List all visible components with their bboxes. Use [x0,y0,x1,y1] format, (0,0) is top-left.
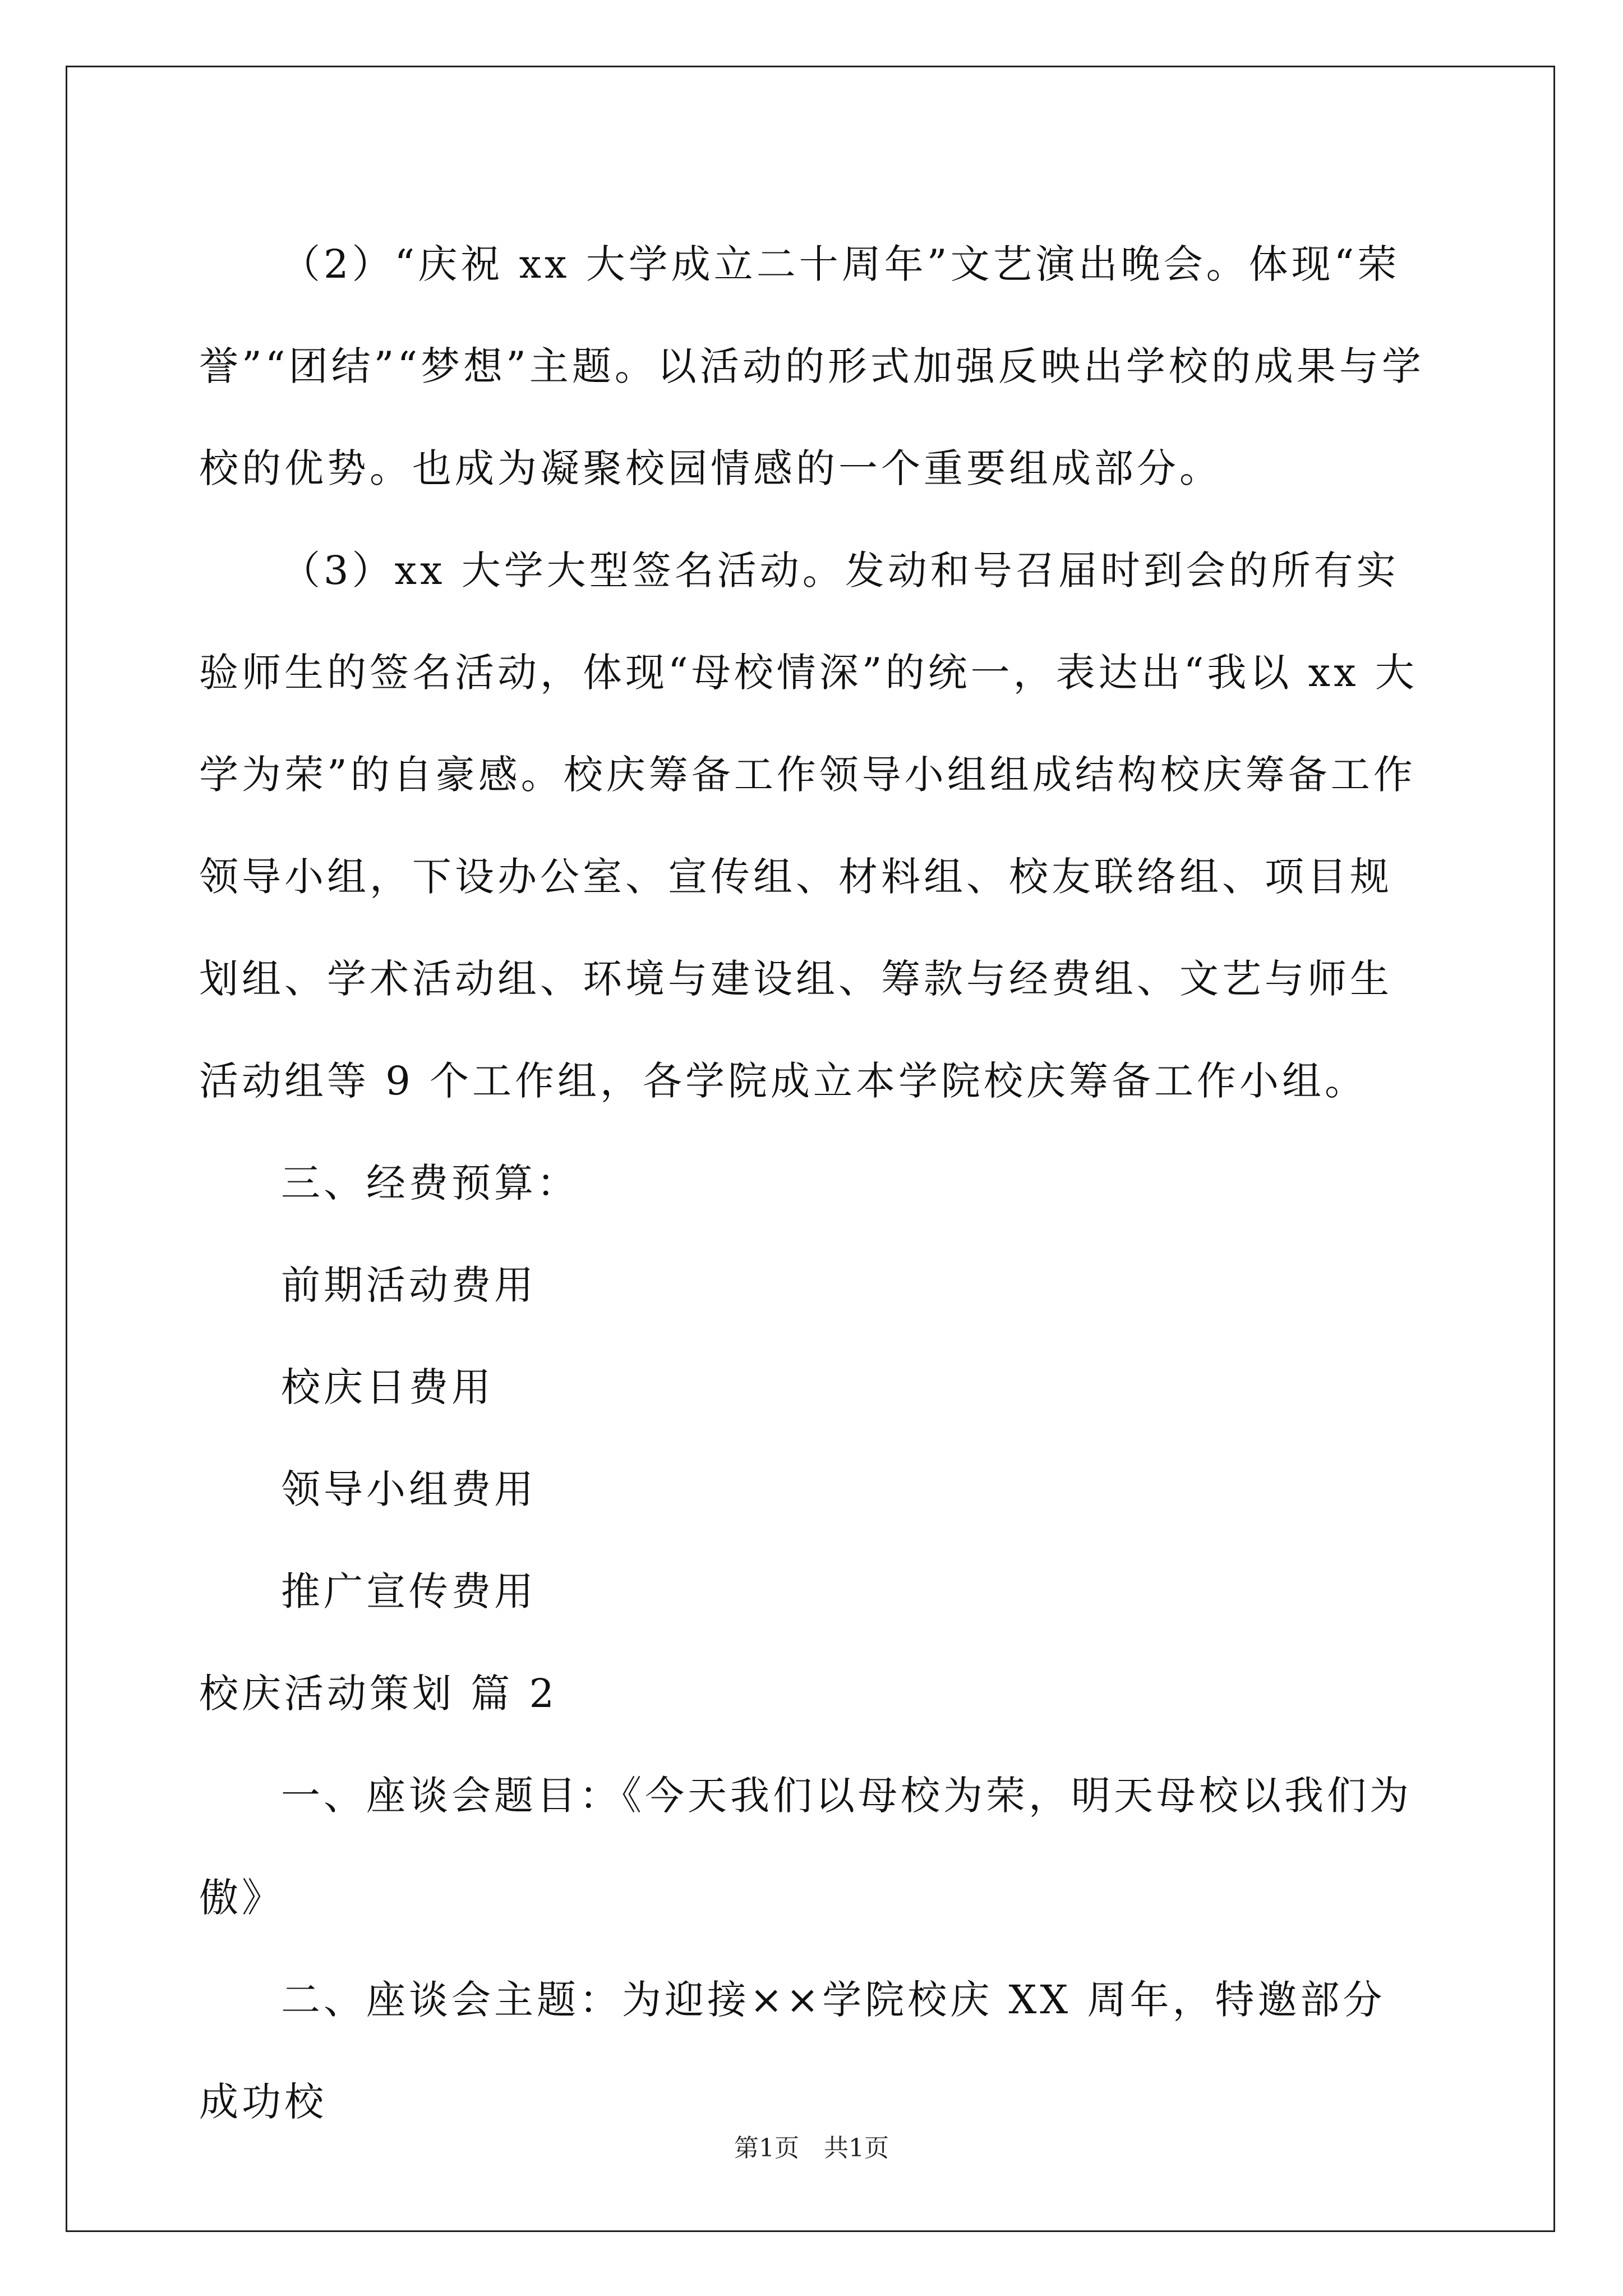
page-number-footer: 第1页 共1页 [734,2134,889,2162]
paragraph-forum-theme: 二、座谈会主题：为迎接××学院校庆 XX 周年，特邀部分成功校 [199,1977,1386,2125]
budget-item-preliminary: 前期活动费用 [281,1262,537,1308]
budget-item-leadership: 领导小组费用 [281,1466,537,1512]
section-heading-budget: 三、经费预算： [281,1160,579,1206]
article-title-part-2: 校庆活动策划 篇 2 [199,1671,558,1717]
budget-item-anniversary-day: 校庆日费用 [281,1364,494,1410]
paragraph-forum-topic: 一、座谈会题目：《今天我们以母校为荣，明天母校以我们为傲》 [199,1773,1412,1921]
paragraph-celebration-gala: （2）“庆祝 xx 大学成立二十周年”文艺演出晚会。体现“荣誉”“团结”“梦想”主题。以活动的形式加强反映出学校的成果与学校的优势。也成为凝聚校园情感的一个重要组成部分。 [199,241,1424,491]
budget-item-promotion: 推广宣传费用 [281,1568,537,1614]
paragraph-signature-activity: （3）xx 大学大型签名活动。发动和号召届时到会的所有实验师生的签名活动，体现“母校情深”的统一，表达出“我以 xx 大学为荣”的自豪感。校庆筹备工作领导小组组成结构校庆筹备工作领导小组，下设办公室、宣传组、材料组、校友联络组、项目规划组、学术活动组、环境与建设组、筹款与经费组、文艺与师生活动组等 9 个工作组，各学院成立本学院校庆筹备工作小组。 [199,547,1418,1104]
document-body [199,213,1427,2153]
